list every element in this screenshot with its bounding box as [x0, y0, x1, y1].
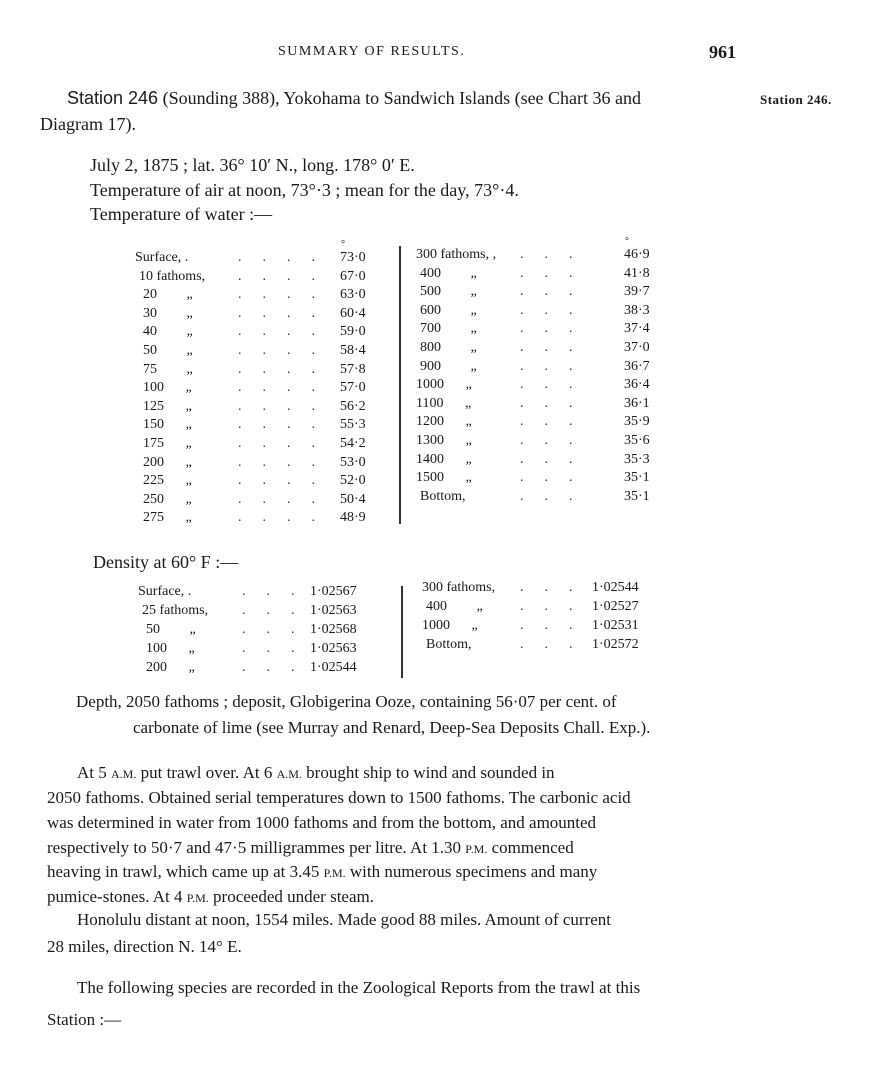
depth-label: 100 „ [146, 641, 195, 656]
leader-dots: ... [520, 618, 594, 633]
leader-dots: .... [238, 361, 336, 377]
leader-dots: ... [520, 414, 594, 430]
table-value: 36·1 [624, 395, 650, 411]
leader-dots: .... [238, 250, 336, 265]
table-value: 53·0 [340, 454, 366, 470]
table-value: 1·02531 [592, 618, 639, 633]
depth-label: 30 „ [143, 305, 193, 321]
table-value: 1·02544 [310, 660, 357, 675]
margin-note-station: Station 246. [760, 92, 832, 107]
depth-label: 125 „ [143, 398, 192, 414]
date-position-line: July 2, 1875 ; lat. 36° 10′ N., long. 178° 0′ E. [90, 155, 415, 175]
table-value: 59·0 [340, 324, 366, 340]
depth-label: Surface, . [135, 250, 189, 265]
station-title-line2: Diagram 17). [40, 114, 136, 134]
narrative-p2-line1: Honolulu distant at noon, 1554 miles. Made good 88 miles. Amount of current [77, 910, 612, 929]
depth-label: 1100 „ [416, 395, 472, 411]
table-value: 48·9 [340, 510, 366, 526]
leader-dots: .... [238, 305, 336, 321]
depth-label: 300 fathoms, [422, 580, 496, 595]
leader-dots: ... [520, 247, 594, 262]
depth-label: 900 „ [420, 358, 477, 374]
depth-deposit-line1: Depth, 2050 fathoms ; deposit, Globigerina Ooze, containing 56·07 per cent. of [76, 692, 617, 711]
depth-label: 1000 „ [422, 618, 478, 633]
leader-dots: ... [242, 584, 316, 599]
density-table-divider [401, 586, 403, 678]
table-value: 1·02527 [592, 599, 639, 614]
depth-deposit-line2: carbonate of lime (see Murray and Renard, Deep-Sea Deposits Chall. Exp.). [133, 718, 651, 737]
text: put trawl over. At 6 [136, 763, 277, 782]
leader-dots: .... [238, 473, 336, 489]
depth-label: 600 „ [420, 302, 477, 318]
narrative-p1-line5 [47, 862, 597, 882]
leader-dots: ... [520, 470, 594, 486]
leader-dots: ... [520, 358, 594, 374]
leader-dots: .... [238, 324, 336, 340]
table-value: 56·2 [340, 398, 366, 414]
text: proceeded under steam. [208, 887, 374, 906]
depth-label: 1000 „ [416, 377, 472, 393]
depth-label: 300 fathoms, , [416, 247, 497, 262]
leader-dots: .... [238, 454, 336, 470]
leader-dots: .... [238, 398, 336, 414]
leader-dots: .... [238, 343, 336, 358]
leader-dots: ... [520, 395, 594, 411]
table-value: 1·02544 [592, 580, 639, 595]
leader-dots: ... [520, 488, 594, 504]
table-value: 36·7 [624, 358, 650, 374]
table-value: 37·4 [624, 321, 650, 337]
leader-dots: ... [520, 451, 594, 467]
leader-dots: ... [520, 377, 594, 393]
leader-dots: ... [242, 641, 316, 656]
time-abbrev: A.M. [276, 767, 302, 781]
running-head: SUMMARY OF RESULTS. [278, 44, 466, 59]
table-value: 60·4 [340, 305, 366, 321]
depth-label: 75 „ [143, 361, 193, 377]
table-value: 50·4 [340, 491, 366, 507]
depth-label: 1400 „ [416, 451, 472, 467]
station-title-rest: (Sounding 388), Yokohama to Sandwich Islands (see Chart 36 and [158, 88, 642, 108]
narrative-p1-line3: was determined in water from 1000 fathoms and from the bottom, and amounted [47, 813, 597, 832]
table-value: 1·02568 [310, 622, 357, 637]
depth-label: 1300 „ [416, 433, 472, 448]
depth-label: 400 „ [426, 599, 483, 614]
table-value: 73·0 [340, 250, 366, 265]
depth-label: 10 fathoms, [139, 268, 206, 284]
depth-label: 150 „ [143, 417, 192, 433]
depth-label: 500 „ [420, 284, 477, 300]
depth-label: Bottom, [420, 488, 466, 504]
text: heaving in trawl, which came up at 3.45 [47, 862, 324, 881]
table-value: 35·9 [624, 414, 650, 430]
station-title [67, 88, 641, 109]
depth-label: 40 „ [143, 324, 193, 340]
leader-dots: .... [238, 380, 336, 396]
table-value: 1·02563 [310, 641, 357, 656]
table-value: 46·9 [624, 247, 650, 262]
narrative-p3-line2: Station :— [47, 1010, 122, 1029]
table-value: 1·02563 [310, 603, 357, 618]
leader-dots: .... [238, 436, 336, 451]
leader-dots: ... [520, 599, 594, 614]
narrative-p3-line1: The following species are recorded in the Zoological Reports from the trawl at this [77, 978, 641, 997]
text: pumice-stones. At 4 [47, 887, 187, 906]
density-heading: Density at 60° F :— [93, 552, 239, 572]
depth-label: 250 „ [143, 491, 192, 507]
text: brought ship to wind and sounded in [301, 763, 555, 782]
leader-dots: .... [238, 287, 336, 303]
leader-dots: ... [520, 265, 594, 281]
table-value: 67·0 [340, 268, 366, 284]
time-abbrev: P.M. [465, 842, 488, 856]
leader-dots: .... [238, 510, 336, 526]
leader-dots: ... [242, 603, 316, 618]
table-value: 39·7 [624, 284, 650, 300]
depth-label: Bottom, [426, 637, 472, 652]
table-value: 35·1 [624, 488, 650, 504]
table-value: 35·6 [624, 433, 650, 448]
table-value: 36·4 [624, 377, 650, 393]
time-abbrev: P.M. [323, 866, 346, 880]
text: respectively to 50·7 and 47·5 milligrammes per litre. At 1.30 [47, 838, 466, 857]
leader-dots: .... [238, 268, 336, 284]
table-value: 1·02572 [592, 637, 639, 652]
narrative-p1-line4 [47, 838, 574, 858]
table-value: 55·3 [340, 417, 366, 433]
depth-label: 50 „ [143, 343, 193, 358]
page-number: 961 [709, 42, 736, 62]
leader-dots: ... [520, 433, 594, 448]
depth-label: 100 „ [143, 380, 192, 396]
leader-dots: ... [520, 580, 594, 595]
depth-label: 800 „ [420, 340, 477, 355]
text: with numerous specimens and many [345, 862, 598, 881]
depth-label: 50 „ [146, 622, 196, 637]
narrative-p1-line2: 2050 fathoms. Obtained serial temperatures down to 1500 fathoms. The carbonic acid [47, 788, 631, 807]
table-value: 37·0 [624, 340, 650, 355]
leader-dots: ... [520, 637, 594, 652]
leader-dots: ... [520, 284, 594, 300]
table-value: 58·4 [340, 343, 366, 358]
depth-label: Surface, . [138, 584, 192, 599]
table-value: 38·3 [624, 302, 650, 318]
depth-label: 175 „ [143, 436, 192, 451]
station-name: Station 246 [67, 88, 159, 108]
depth-label: 25 fathoms, [142, 603, 209, 618]
degree-mark-left: ° [341, 239, 345, 250]
depth-label: 400 „ [420, 265, 477, 281]
narrative-p1-line1 [77, 763, 555, 783]
water-table-divider [399, 246, 401, 524]
depth-label: 200 „ [146, 660, 195, 675]
leader-dots: ... [520, 302, 594, 318]
air-temperature-line: Temperature of air at noon, 73°·3 ; mean for the day, 73°·4. [90, 180, 519, 200]
narrative-p1-line6 [47, 887, 374, 907]
depth-label: 1500 „ [416, 470, 472, 486]
leader-dots: ... [520, 321, 594, 337]
depth-label: 20 „ [143, 287, 193, 303]
depth-label: 225 „ [143, 473, 192, 489]
table-value: 41·8 [624, 265, 650, 281]
text: commenced [487, 838, 574, 857]
leader-dots: ... [242, 622, 316, 637]
table-value: 35·1 [624, 470, 650, 486]
table-value: 54·2 [340, 436, 366, 451]
table-value: 57·8 [340, 361, 366, 377]
table-value: 35·3 [624, 451, 650, 467]
table-value: 1·02567 [310, 584, 357, 599]
leader-dots: .... [238, 417, 336, 433]
depth-label: 200 „ [143, 454, 192, 470]
time-abbrev: P.M. [186, 891, 209, 905]
leader-dots: ... [520, 340, 594, 355]
table-value: 63·0 [340, 287, 366, 303]
narrative-p2-line2: 28 miles, direction N. 14° E. [47, 937, 242, 956]
time-abbrev: A.M. [111, 767, 137, 781]
leader-dots: .... [238, 491, 336, 507]
depth-label: 700 „ [420, 321, 477, 337]
table-value: 52·0 [340, 473, 366, 489]
depth-label: 1200 „ [416, 414, 472, 430]
depth-label: 275 „ [143, 510, 192, 526]
leader-dots: ... [242, 660, 316, 675]
water-temperature-heading: Temperature of water :— [90, 204, 273, 224]
degree-mark-right: ° [625, 236, 629, 247]
table-value: 57·0 [340, 380, 366, 396]
text: At 5 [77, 763, 111, 782]
